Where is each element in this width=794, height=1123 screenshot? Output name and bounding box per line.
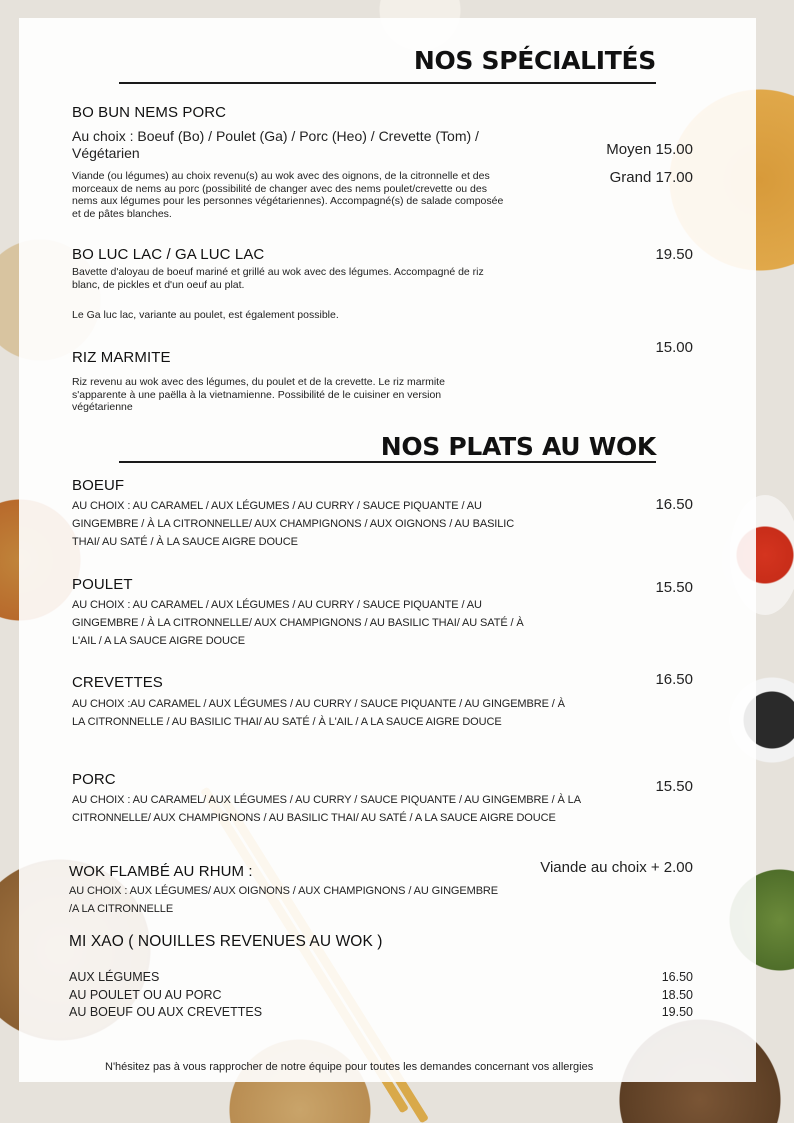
mi-xao-item-price: 16.50 [661,970,693,984]
dish-name-boeuf: BOEUF [72,477,125,494]
price-crevettes: 16.50 [655,671,693,688]
dish-options-porc: AU CHOIX : AU CARAMEL/ AUX LÉGUMES / AU CURRY / SAUCE PIQUANTE / AU GINGEMBRE / À LA CITRONNELLE/ AUX CHAMPIGNONS / AU BASILIC THAI/ AU SATÉ / A LA SAUCE AIGRE DOUCE [72,794,581,824]
price-porc: 15.50 [655,778,693,795]
section-divider [119,461,656,463]
price-medium-bo-bun: Moyen 15.00 [606,141,693,158]
dish-options-crevettes: AU CHOIX :AU CARAMEL / AUX LÉGUMES / AU CURRY / SAUCE PIQUANTE / AU GINGEMBRE / À LA CITRONNELLE / AU BASILIC THAI/ AU SATÉ / À L'AIL / A LA SAUCE AIGRE DOUCE [72,698,565,728]
price-wok-flambe: Viande au choix + 2.00 [540,859,693,876]
dish-name-wok-flambe: WOK FLAMBÉ AU RHUM : [69,863,253,880]
allergy-footnote: N'hésitez pas à vous rapprocher de notre équipe pour toutes les demandes concernant vos allergies [105,1061,594,1073]
dish-name-porc: PORC [72,771,116,788]
dish-name-bo-bun: BO BUN NEMS PORC [72,104,227,121]
price-large-bo-bun: Grand 17.00 [609,169,693,186]
dish-description-riz-marmite: Riz revenu au wok avec des légumes, du poulet et de la crevette. Le riz marmite s'apparente à une paëlla à la vietnamienne. Possibilité de le cuisiner en version végétarienne [72,376,445,414]
section-title-specialites: NOS SPÉCIALITÉS [413,46,656,75]
mi-xao-labels [69,969,262,1022]
mi-xao-prices [662,969,693,1022]
mi-xao-item-label: AUX LÉGUMES [69,970,160,984]
dish-name-crevettes: CREVETTES [72,674,163,691]
dish-choice-bo-bun: Au choix : Boeuf (Bo) / Poulet (Ga) / Porc (Heo) / Crevette (Tom) / Végétarien [72,128,479,161]
mi-xao-item-label: AU POULET OU AU PORC [69,987,222,1002]
dish-options-boeuf: AU CHOIX : AU CARAMEL / AUX LÉGUMES / AU CURRY / SAUCE PIQUANTE / AU GINGEMBRE / À LA CITRONNELLE/ AUX CHAMPIGNONS / AUX OIGNONS / AU BASILIC THAI/ AU SATÉ / À LA SAUCE AIGRE DOUCE [72,500,515,548]
price-riz-marmite: 15.00 [655,339,693,356]
dish-name-bo-luc-lac: BO LUC LAC / GA LUC LAC [72,246,265,263]
dish-options-poulet: AU CHOIX : AU CARAMEL / AUX LÉGUMES / AU CURRY / SAUCE PIQUANTE / AU GINGEMBRE / À LA CITRONNELLE/ AUX CHAMPIGNONS / AU BASILIC THAI/ AU SATÉ / À L'AIL / A LA SAUCE AIGRE DOUCE [72,599,524,647]
section-title-wok: NOS PLATS AU WOK [380,432,656,461]
dish-description-bo-bun: Viande (ou légumes) au choix revenu(s) au wok avec des oignons, de la citronnelle et des morceaux de nems au porc (possibilité de changer avec des nems poulet/crevette ou des nems aux légumes pour les personnes végétariennes). Accompagné(s) de salade composée et de pâtes blanches. [72,170,504,220]
mi-xao-item-label: AU BOEUF OU AUX CREVETTES [69,1005,263,1019]
dish-description-bo-luc-lac: Bavette d'aloyau de boeuf mariné et grillé au wok avec des légumes. Accompagné de riz blanc, de pickles et d'un oeuf au plat. [72,266,484,291]
price-boeuf: 16.50 [655,496,693,513]
menu-panel [19,18,756,1082]
price-bo-luc-lac: 19.50 [655,246,693,263]
dish-note-bo-luc-lac: Le Ga luc lac, variante au poulet, est également possible. [72,309,339,321]
mi-xao-item-price: 19.50 [661,1005,693,1019]
section-divider [119,82,656,84]
dish-name-mi-xao: MI XAO ( NOUILLES REVENUES AU WOK ) [69,933,383,950]
dish-options-wok-flambe: AU CHOIX : AUX LÉGUMES/ AUX OIGNONS / AUX CHAMPIGNONS / AU GINGEMBRE /A LA CITRONNELLE [69,885,499,915]
dish-name-poulet: POULET [72,576,133,593]
price-poulet: 15.50 [655,579,693,596]
mi-xao-item-price: 18.50 [661,987,693,1002]
dish-name-riz-marmite: RIZ MARMITE [72,349,171,366]
